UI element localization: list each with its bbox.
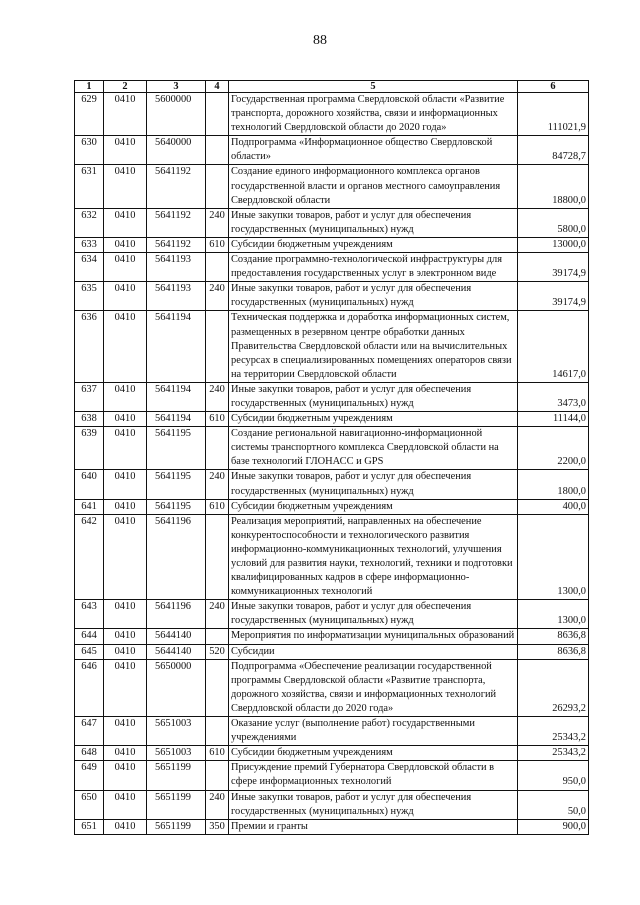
target-article-code-cell: 5641196 <box>147 600 206 629</box>
amount-cell: 2200,0 <box>518 427 589 470</box>
target-article-code-cell: 5641193 <box>147 253 206 282</box>
section-code-cell: 0410 <box>104 311 147 382</box>
table-row <box>75 412 589 427</box>
row-number-cell: 647 <box>75 717 104 746</box>
expense-type-code-cell <box>206 93 229 136</box>
section-code-cell: 0410 <box>104 93 147 136</box>
section-code-cell: 0410 <box>104 208 147 237</box>
row-number-cell: 651 <box>75 819 104 834</box>
table-row <box>75 93 589 136</box>
section-code-cell: 0410 <box>104 659 147 716</box>
expense-type-code-cell: 520 <box>206 644 229 659</box>
table-row <box>75 208 589 237</box>
item-description-cell: Создание программно-технологической инфраструктуры для предоставления государственных услуг в электронном виде <box>229 253 518 282</box>
row-number-cell: 642 <box>75 514 104 600</box>
table-row <box>75 717 589 746</box>
item-description-cell: Присуждение премий Губернатора Свердловской области в сфере информационных технологий <box>229 761 518 790</box>
target-article-code-cell: 5600000 <box>147 93 206 136</box>
expense-type-code-cell <box>206 311 229 382</box>
section-code-cell: 0410 <box>104 499 147 514</box>
amount-cell: 84728,7 <box>518 136 589 165</box>
section-code-cell: 0410 <box>104 282 147 311</box>
section-code-cell: 0410 <box>104 790 147 819</box>
target-article-code-cell: 5644140 <box>147 644 206 659</box>
item-description-cell: Иные закупки товаров, работ и услуг для обеспечения государственных (муниципальных) нужд <box>229 208 518 237</box>
target-article-code-cell: 5651199 <box>147 761 206 790</box>
table-row <box>75 514 589 600</box>
item-description-cell: Государственная программа Свердловской области «Развитие транспорта, дорожного хозяйства, связи и информационных технологий Свердловской области до 2020 года» <box>229 93 518 136</box>
section-code-cell: 0410 <box>104 412 147 427</box>
expense-type-code-cell <box>206 514 229 600</box>
expense-type-code-cell: 610 <box>206 499 229 514</box>
amount-cell: 26293,2 <box>518 659 589 716</box>
amount-cell: 8636,8 <box>518 644 589 659</box>
item-description-cell: Субсидии <box>229 644 518 659</box>
section-code-cell: 0410 <box>104 819 147 834</box>
amount-cell: 900,0 <box>518 819 589 834</box>
expense-type-code-cell: 240 <box>206 790 229 819</box>
target-article-code-cell: 5641194 <box>147 412 206 427</box>
table-row <box>75 499 589 514</box>
expense-type-code-cell <box>206 629 229 644</box>
item-description-cell: Премии и гранты <box>229 819 518 834</box>
target-article-code-cell: 5641195 <box>147 470 206 499</box>
expense-type-code-cell: 240 <box>206 382 229 411</box>
expense-type-code-cell: 350 <box>206 819 229 834</box>
expense-type-code-cell <box>206 165 229 208</box>
table-row <box>75 427 589 470</box>
target-article-code-cell: 5641195 <box>147 499 206 514</box>
table-row <box>75 790 589 819</box>
expense-type-code-cell <box>206 136 229 165</box>
column-header: 1 <box>75 81 104 93</box>
table-row <box>75 644 589 659</box>
target-article-code-cell: 5641192 <box>147 237 206 252</box>
column-header: 2 <box>104 81 147 93</box>
section-code-cell: 0410 <box>104 165 147 208</box>
section-code-cell: 0410 <box>104 761 147 790</box>
table-row <box>75 470 589 499</box>
item-description-cell: Иные закупки товаров, работ и услуг для обеспечения государственных (муниципальных) нужд <box>229 790 518 819</box>
amount-cell: 11144,0 <box>518 412 589 427</box>
section-code-cell: 0410 <box>104 600 147 629</box>
row-number-cell: 643 <box>75 600 104 629</box>
section-code-cell: 0410 <box>104 136 147 165</box>
table-row <box>75 761 589 790</box>
expense-type-code-cell: 610 <box>206 237 229 252</box>
expense-type-code-cell <box>206 253 229 282</box>
target-article-code-cell: 5651199 <box>147 819 206 834</box>
amount-cell: 8636,8 <box>518 629 589 644</box>
expense-type-code-cell: 240 <box>206 282 229 311</box>
row-number-cell: 630 <box>75 136 104 165</box>
column-header: 3 <box>147 81 206 93</box>
amount-cell: 25343,2 <box>518 746 589 761</box>
target-article-code-cell: 5651199 <box>147 790 206 819</box>
target-article-code-cell: 5650000 <box>147 659 206 716</box>
amount-cell: 39174,9 <box>518 282 589 311</box>
amount-cell: 111021,9 <box>518 93 589 136</box>
section-code-cell: 0410 <box>104 427 147 470</box>
table-row <box>75 136 589 165</box>
amount-cell: 39174,9 <box>518 253 589 282</box>
expense-type-code-cell: 240 <box>206 600 229 629</box>
item-description-cell: Субсидии бюджетным учреждениям <box>229 499 518 514</box>
row-number-cell: 644 <box>75 629 104 644</box>
section-code-cell: 0410 <box>104 717 147 746</box>
column-header: 4 <box>206 81 229 93</box>
target-article-code-cell: 5641194 <box>147 311 206 382</box>
amount-cell: 3473,0 <box>518 382 589 411</box>
row-number-cell: 638 <box>75 412 104 427</box>
item-description-cell: Иные закупки товаров, работ и услуг для обеспечения государственных (муниципальных) нужд <box>229 282 518 311</box>
amount-cell: 5800,0 <box>518 208 589 237</box>
table-body <box>75 93 589 835</box>
item-description-cell: Иные закупки товаров, работ и услуг для обеспечения государственных (муниципальных) нужд <box>229 600 518 629</box>
section-code-cell: 0410 <box>104 382 147 411</box>
row-number-cell: 631 <box>75 165 104 208</box>
section-code-cell: 0410 <box>104 644 147 659</box>
target-article-code-cell: 5641196 <box>147 514 206 600</box>
expense-type-code-cell: 610 <box>206 746 229 761</box>
row-number-cell: 633 <box>75 237 104 252</box>
row-number-cell: 629 <box>75 93 104 136</box>
amount-cell: 1300,0 <box>518 514 589 600</box>
target-article-code-cell: 5644140 <box>147 629 206 644</box>
row-number-cell: 635 <box>75 282 104 311</box>
row-number-cell: 649 <box>75 761 104 790</box>
item-description-cell: Создание региональной навигационно-информационной системы транспортного комплекса Свердловской области на базе технологий ГЛОНАСС и GPS <box>229 427 518 470</box>
expense-type-code-cell <box>206 427 229 470</box>
table-row <box>75 311 589 382</box>
item-description-cell: Субсидии бюджетным учреждениям <box>229 237 518 252</box>
section-code-cell: 0410 <box>104 253 147 282</box>
row-number-cell: 634 <box>75 253 104 282</box>
table-header-row <box>75 81 589 93</box>
row-number-cell: 640 <box>75 470 104 499</box>
row-number-cell: 639 <box>75 427 104 470</box>
amount-cell: 1800,0 <box>518 470 589 499</box>
budget-table <box>74 80 589 835</box>
row-number-cell: 646 <box>75 659 104 716</box>
table-row <box>75 165 589 208</box>
table-row <box>75 600 589 629</box>
section-code-cell: 0410 <box>104 514 147 600</box>
item-description-cell: Иные закупки товаров, работ и услуг для обеспечения государственных (муниципальных) нужд <box>229 382 518 411</box>
table-row <box>75 237 589 252</box>
item-description-cell: Подпрограмма «Обеспечение реализации государственной программы Свердловской области «Развитие транспорта, дорожного хозяйства, связи и информационных технологий Свердловской области до 2020 года» <box>229 659 518 716</box>
item-description-cell: Подпрограмма «Информационное общество Свердловской области» <box>229 136 518 165</box>
item-description-cell: Субсидии бюджетным учреждениям <box>229 412 518 427</box>
item-description-cell: Оказание услуг (выполнение работ) государственными учреждениями <box>229 717 518 746</box>
amount-cell: 50,0 <box>518 790 589 819</box>
amount-cell: 18800,0 <box>518 165 589 208</box>
table-row <box>75 282 589 311</box>
target-article-code-cell: 5641193 <box>147 282 206 311</box>
item-description-cell: Субсидии бюджетным учреждениям <box>229 746 518 761</box>
section-code-cell: 0410 <box>104 629 147 644</box>
item-description-cell: Техническая поддержка и доработка информационных систем, размещенных в резервном центре обработки данных Правительства Свердловской области или на вычислительных ресурсах в специализированных помещениях операторов связи на территории Свердловской области <box>229 311 518 382</box>
row-number-cell: 637 <box>75 382 104 411</box>
expense-type-code-cell: 610 <box>206 412 229 427</box>
table-row <box>75 659 589 716</box>
target-article-code-cell: 5641192 <box>147 165 206 208</box>
amount-cell: 1300,0 <box>518 600 589 629</box>
table-row <box>75 253 589 282</box>
row-number-cell: 650 <box>75 790 104 819</box>
amount-cell: 13000,0 <box>518 237 589 252</box>
item-description-cell: Мероприятия по информатизации муниципальных образований <box>229 629 518 644</box>
row-number-cell: 636 <box>75 311 104 382</box>
expense-type-code-cell <box>206 717 229 746</box>
target-article-code-cell: 5641194 <box>147 382 206 411</box>
item-description-cell: Иные закупки товаров, работ и услуг для обеспечения государственных (муниципальных) нужд <box>229 470 518 499</box>
item-description-cell: Реализация мероприятий, направленных на обеспечение конкурентоспособности и технологического развития информационно-коммуникационных технологий, улучшения условий для развития науки, технологий, техники и подготовки квалифицированных кадров в сфере информационно-коммуникационных технологий <box>229 514 518 600</box>
amount-cell: 25343,2 <box>518 717 589 746</box>
section-code-cell: 0410 <box>104 237 147 252</box>
expense-type-code-cell <box>206 761 229 790</box>
expense-type-code-cell <box>206 659 229 716</box>
target-article-code-cell: 5640000 <box>147 136 206 165</box>
table-row <box>75 819 589 834</box>
target-article-code-cell: 5651003 <box>147 746 206 761</box>
amount-cell: 14617,0 <box>518 311 589 382</box>
row-number-cell: 645 <box>75 644 104 659</box>
row-number-cell: 648 <box>75 746 104 761</box>
target-article-code-cell: 5641192 <box>147 208 206 237</box>
page-number: 88 <box>313 33 327 48</box>
section-code-cell: 0410 <box>104 746 147 761</box>
expense-type-code-cell: 240 <box>206 470 229 499</box>
column-header: 5 <box>229 81 518 93</box>
expense-type-code-cell: 240 <box>206 208 229 237</box>
column-header: 6 <box>518 81 589 93</box>
table-row <box>75 746 589 761</box>
table-row <box>75 382 589 411</box>
amount-cell: 400,0 <box>518 499 589 514</box>
amount-cell: 950,0 <box>518 761 589 790</box>
item-description-cell: Создание единого информационного комплекса органов государственной власти и органов местного самоуправления Свердловской области <box>229 165 518 208</box>
target-article-code-cell: 5651003 <box>147 717 206 746</box>
section-code-cell: 0410 <box>104 470 147 499</box>
row-number-cell: 632 <box>75 208 104 237</box>
table-row <box>75 629 589 644</box>
target-article-code-cell: 5641195 <box>147 427 206 470</box>
row-number-cell: 641 <box>75 499 104 514</box>
